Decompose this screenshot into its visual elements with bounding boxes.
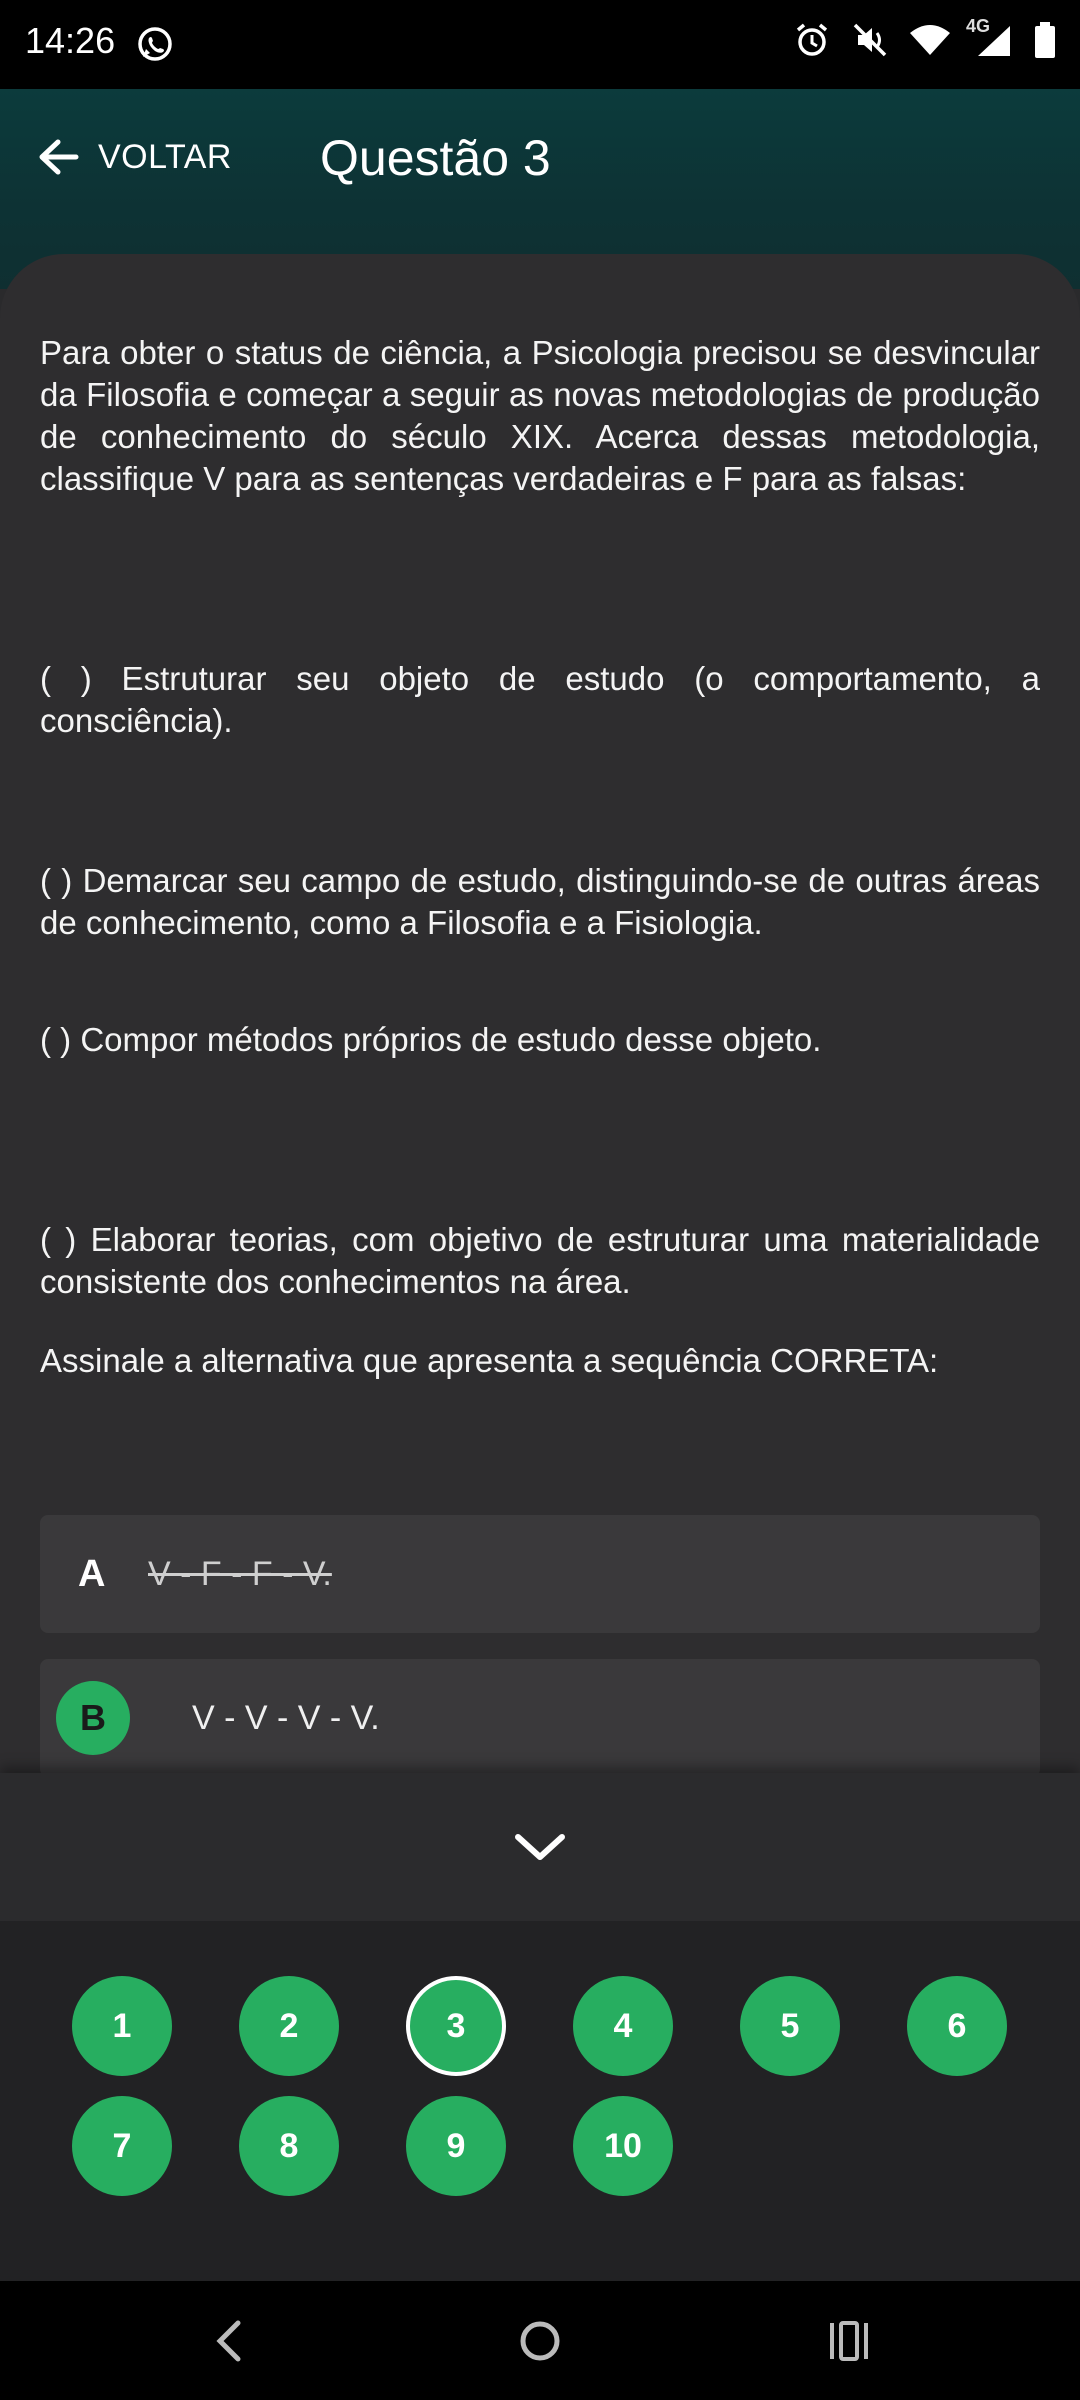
- answer-prompt: Assinale a alternativa que apresenta a sequência CORRETA:: [40, 1342, 939, 1379]
- question-card: [0, 254, 1080, 1774]
- question-number-10[interactable]: 10: [573, 2096, 673, 2196]
- alarm-icon: [794, 22, 830, 58]
- system-home-icon[interactable]: [518, 2317, 562, 2365]
- statement-2: ( ) Demarcar seu campo de estudo, distinguindo-se de outras áreas de conhecimento, como a Filosofia e a Fisiologia.: [40, 862, 1040, 941]
- statement-4: ( ) Elaborar teorias, com objetivo de estruturar uma materialidade consistente dos conhecimentos na área.: [40, 1221, 1040, 1300]
- battery-icon: [1034, 22, 1056, 58]
- option-a[interactable]: [40, 1515, 1040, 1633]
- system-recents-icon[interactable]: [826, 2317, 872, 2365]
- back-label: VOLTAR: [98, 137, 232, 176]
- network-type-label: 4G: [966, 16, 991, 36]
- wifi-icon: [910, 23, 950, 57]
- arrow-left-icon: [36, 134, 82, 180]
- system-back-icon[interactable]: [210, 2317, 246, 2365]
- question-number-5[interactable]: 5: [740, 1976, 840, 2076]
- chevron-down-icon: [512, 1829, 568, 1865]
- question-number-9[interactable]: 9: [406, 2096, 506, 2196]
- option-b-text: V - V - V - V.: [192, 1698, 380, 1737]
- system-navigation-bar: [0, 2281, 1080, 2400]
- question-number-4[interactable]: 4: [573, 1976, 673, 2076]
- question-number-3-current[interactable]: 3: [406, 1976, 506, 2076]
- option-b[interactable]: [40, 1659, 1040, 1777]
- collapse-navigator-button[interactable]: [0, 1773, 1080, 1921]
- option-b-letter: B: [56, 1681, 130, 1755]
- signal-icon: [972, 22, 1012, 58]
- question-number-6[interactable]: 6: [907, 1976, 1007, 2076]
- question-number-1[interactable]: 1: [72, 1976, 172, 2076]
- question-number-2[interactable]: 2: [239, 1976, 339, 2076]
- question-number-7[interactable]: 7: [72, 2096, 172, 2196]
- question-intro: Para obter o status de ciência, a Psicologia precisou se desvincular da Filosofia e começar a seguir as novas metodologias de produção de conhecimento do século XIX. Acerca dessas metodologia, classifique V para as sentenças verdadeiras e F para as falsas:: [40, 334, 1040, 497]
- statement-1: ( ) Estruturar seu objeto de estudo (o comportamento, a consciência).: [40, 660, 1040, 739]
- page-title: Questão 3: [320, 130, 551, 186]
- whatsapp-icon: [135, 24, 175, 64]
- question-number-8[interactable]: 8: [239, 2096, 339, 2196]
- question-navigator: [0, 1921, 1080, 2281]
- option-a-letter: A: [78, 1552, 106, 1595]
- status-time: 14:26: [25, 20, 116, 61]
- mute-icon: [852, 22, 888, 58]
- option-a-text: V - F - F - V.: [148, 1554, 332, 1593]
- statement-3: ( ) Compor métodos próprios de estudo desse objeto.: [40, 1021, 822, 1058]
- back-button[interactable]: [36, 134, 232, 180]
- status-bar: [0, 0, 1080, 89]
